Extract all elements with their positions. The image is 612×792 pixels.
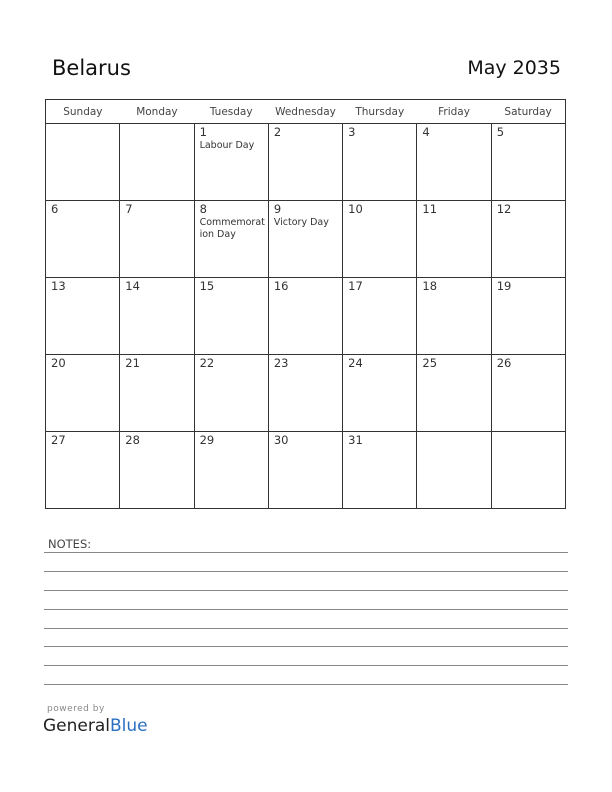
day-number: 23 [273,356,289,370]
day-cell [120,355,194,432]
day-number: 13 [51,279,66,293]
week-row [46,278,566,355]
weekday-header: Tuesday [194,100,268,124]
day-number: 12 [496,202,512,216]
notes-line [44,646,568,647]
day-number: 10 [348,202,363,216]
day-number: 5 [496,125,505,139]
day-number: 6 [51,202,59,216]
notes-line [44,684,568,685]
weekday-header: Monday [120,100,194,124]
weekday-header-row [46,100,566,124]
day-number: 19 [496,279,512,293]
week-row [46,201,566,278]
country-title: Belarus [52,56,131,80]
day-number: 11 [422,202,438,216]
notes-line [44,628,568,629]
day-number: 18 [422,279,438,293]
day-cell [491,124,565,201]
day-number: 17 [348,279,363,293]
day-cell [491,432,565,509]
day-number: 1 [199,125,207,139]
day-number: 26 [496,356,512,370]
day-number: 30 [273,433,289,447]
day-cell [120,432,194,509]
day-number: 27 [51,433,66,447]
day-number: 7 [125,202,133,216]
week-row [46,355,566,432]
day-cell [46,201,120,278]
day-number: 9 [273,202,282,216]
day-cell [343,432,417,509]
week-row [46,432,566,509]
brand-general: General [43,716,110,736]
day-number: 22 [199,356,215,370]
notes-line [44,552,568,553]
day-cell [120,201,194,278]
holiday-label: Commemoration Day [199,217,265,240]
powered-by-text: powered by [47,704,105,714]
day-number: 31 [348,433,363,447]
notes-line [44,609,568,610]
day-cell [194,201,268,278]
day-number: 21 [125,356,140,370]
day-cell [491,278,565,355]
day-cell [46,124,120,201]
day-number: 20 [51,356,66,370]
day-number: 24 [348,356,363,370]
day-cell [343,124,417,201]
day-cell [417,432,491,509]
notes-line [44,590,568,591]
day-cell [46,278,120,355]
notes-line [44,665,568,666]
day-cell [417,278,491,355]
week-row [46,124,566,201]
generalblue-logo [43,716,148,736]
day-number: 2 [273,125,282,139]
brand-blue: Blue [110,716,148,736]
day-cell [268,124,342,201]
day-cell [417,124,491,201]
weekday-header: Thursday [343,100,417,124]
holiday-label: Labour Day [199,140,255,151]
day-number: 15 [199,279,215,293]
day-cell [343,201,417,278]
day-number: 4 [422,125,430,139]
day-cell [417,201,491,278]
notes-label: NOTES: [48,537,92,551]
holiday-label: Victory Day [273,217,329,228]
day-cell [417,355,491,432]
day-cell [268,201,342,278]
weekday-header: Friday [417,100,491,124]
weekday-header: Wednesday [268,100,342,124]
day-number: 16 [273,279,289,293]
day-cell [343,278,417,355]
day-cell [194,355,268,432]
day-number: 28 [125,433,140,447]
day-number: 29 [199,433,215,447]
day-cell [268,355,342,432]
day-cell [343,355,417,432]
day-cell [268,432,342,509]
day-cell [194,278,268,355]
day-cell [120,278,194,355]
day-cell [491,355,565,432]
month-year-title: May 2035 [467,57,561,79]
notes-line [44,571,568,572]
calendar-grid [45,99,566,509]
day-cell [194,124,268,201]
day-number: 3 [348,125,356,139]
day-number: 25 [422,356,438,370]
day-cell [268,278,342,355]
weekday-header: Sunday [46,100,120,124]
day-cell [194,432,268,509]
day-cell [491,201,565,278]
day-cell [46,355,120,432]
weekday-header: Saturday [491,100,565,124]
day-number: 14 [125,279,140,293]
day-number: 8 [199,202,207,216]
day-cell [46,432,120,509]
day-cell [120,124,194,201]
